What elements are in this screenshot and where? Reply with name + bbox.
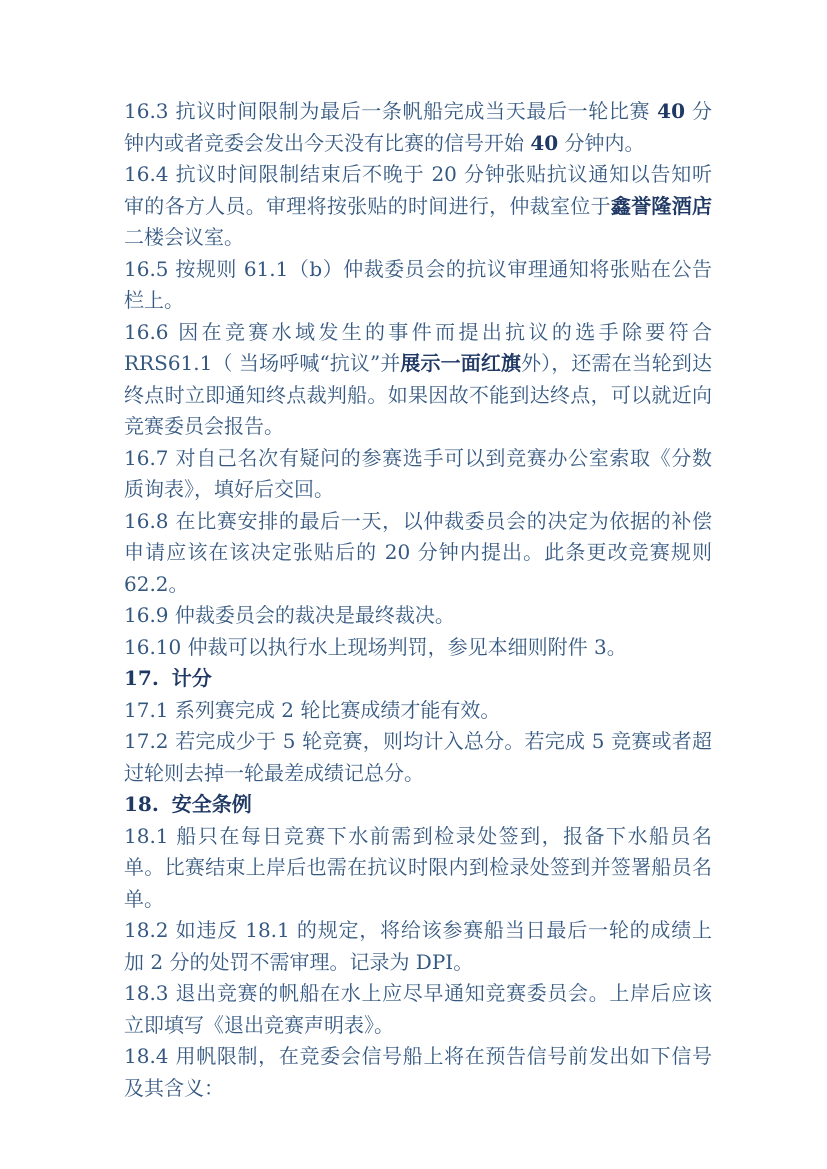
clause-text-bold: 展示一面红旗 (400, 351, 522, 375)
clause-text: 16.3 抗议时间限制为最后一条帆船完成当天最后一轮比赛 (124, 99, 658, 123)
clause-text-bold: 鑫誉隆酒店 (610, 193, 713, 218)
document-body (124, 96, 712, 1104)
section-title: 安全条例 (171, 792, 252, 816)
clause-16-4 (124, 159, 712, 254)
clause-16-9 (124, 600, 712, 632)
clause-text: 外），还需在当轮到达终点时立即通知终点裁判船。如果因故不能到达终点，可以就近向竞赛委员会报告。 (124, 351, 713, 438)
clause-16-10 (124, 632, 712, 664)
section-number: 18. (124, 792, 159, 816)
clause-text: 16.6 因在竞赛水域发生的事件而提出抗议的选手除要符合 RRS61.1（ 当场呼喊“抗议”并 (124, 319, 712, 375)
section-number: 17. (124, 666, 159, 690)
clause-18-1 (124, 821, 712, 916)
clause-text: 18.3 退出竞赛的帆船在水上应尽早通知竞赛委员会。上岸后应该立即填写《退出竞赛声明表》。 (124, 981, 712, 1037)
clause-text: 18.2 如违反 18.1 的规定，将给该参赛船当日最后一轮的成绩上加 2 分的处罚不需审理。记录为 DPI。 (124, 918, 712, 974)
clause-16-3 (124, 96, 712, 159)
clause-text: 16.8 在比赛安排的最后一天，以仲裁委员会的决定为依据的补偿申请应该在该决定张贴后的 20 分钟内提出。此条更改竞赛规则 62.2。 (124, 508, 712, 596)
clause-text-bold: 40 (530, 130, 559, 155)
clause-18-2 (124, 915, 712, 978)
clause-text: 分钟内或者竞委会发出今天没有比赛的信号开始 (124, 99, 712, 155)
section-title: 计分 (171, 666, 212, 690)
clause-text: 16.4 抗议时间限制结束后不晚于 20 分钟张贴抗议通知以告知听审的各方人员。审理将按张贴的时间进行，仲裁室位于 (124, 162, 712, 218)
clause-16-8 (124, 506, 712, 601)
clause-text: 16.9 仲裁委员会的裁决是最终裁决。 (124, 603, 455, 627)
clause-16-7 (124, 443, 712, 506)
clause-17-2 (124, 726, 712, 789)
clause-18-3 (124, 978, 712, 1041)
clause-18-4 (124, 1041, 712, 1104)
clause-text: 17.1 系列赛完成 2 轮比赛成绩才能有效。 (124, 697, 501, 722)
clause-text: 分钟内。 (558, 130, 645, 155)
document-content (124, 96, 712, 1104)
clause-text-bold: 40 (657, 99, 685, 123)
section-heading-17 (124, 663, 712, 695)
clause-text: 16.5 按规则 61.1（b）仲裁委员会的抗议审理通知将张贴在公告栏上。 (124, 256, 712, 312)
clause-text: 18.4 用帆限制，在竞委会信号船上将在预告信号前发出如下信号及其含义： (124, 1044, 712, 1100)
clause-text: 二楼会议室。 (124, 225, 244, 249)
clause-16-5 (124, 254, 712, 317)
clause-text: 18.1 船只在每日竞赛下水前需到检录处签到，报备下水船员名单。比赛结束上岸后也需在抗议时限内到检录处签到并签署船员名单。 (124, 823, 712, 911)
clause-text: 16.10 仲裁可以执行水上现场判罚，参见本细则附件 3。 (124, 634, 627, 659)
section-heading-18 (124, 789, 712, 821)
clause-17-1 (124, 695, 712, 727)
clause-text: 17.2 若完成少于 5 轮竞赛，则均计入总分。若完成 5 竞赛或者超过轮则去掉一轮最差成绩记总分。 (124, 729, 712, 785)
clause-text: 16.7 对自己名次有疑问的参赛选手可以到竞赛办公室索取《分数质询表》，填好后交回。 (124, 445, 712, 501)
clause-16-6 (124, 317, 712, 443)
